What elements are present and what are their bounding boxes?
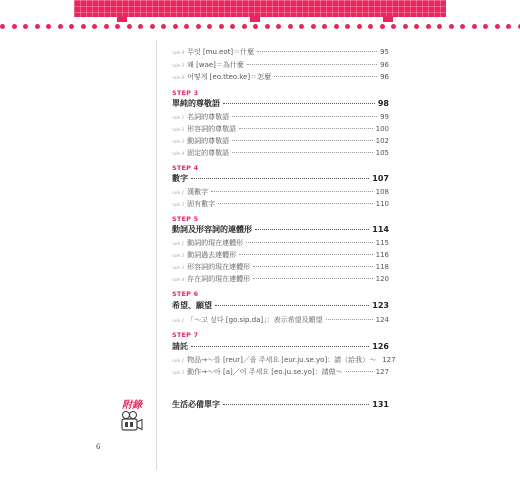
- decorative-dot: [150, 24, 155, 29]
- header-tab: [383, 16, 393, 22]
- decorative-dot: [58, 24, 63, 29]
- toc-rule[interactable]: [172, 47, 389, 57]
- toc-chapter[interactable]: [172, 341, 389, 352]
- toc-appendix[interactable]: [172, 399, 389, 410]
- chapter-page: 114: [372, 225, 389, 234]
- decorative-dot: [495, 24, 500, 29]
- dot-leader: [257, 51, 377, 52]
- dot-leader: [215, 305, 369, 306]
- decorative-dot: [207, 24, 212, 29]
- decorative-dot: [414, 24, 419, 29]
- toc-rule[interactable]: [172, 72, 389, 82]
- decorative-dot: [127, 24, 132, 29]
- rule-text: 固定的尊敬語: [187, 149, 230, 157]
- toc-rule[interactable]: [172, 124, 389, 134]
- dot-leader: [232, 140, 372, 141]
- rule-page: 100: [375, 125, 389, 133]
- header-band: [74, 0, 446, 17]
- decorative-dot: [449, 24, 454, 29]
- rule-label: rule 2: [172, 127, 185, 132]
- decorative-dot: [334, 24, 339, 29]
- decorative-dot: [138, 24, 143, 29]
- decorative-dot: [265, 24, 270, 29]
- rule-page: 127: [382, 356, 396, 364]
- chapter-title: 單純的尊敬語: [172, 99, 220, 108]
- rule-page: 110: [375, 200, 389, 208]
- chapter-page: 126: [372, 342, 389, 351]
- decorative-dot: [483, 24, 488, 29]
- rule-label: rule 4: [172, 50, 185, 55]
- decorative-dot: [472, 24, 477, 29]
- appendix-label: 附錄: [122, 400, 142, 411]
- toc-rule[interactable]: [172, 148, 389, 158]
- rule-label: rule 2: [172, 253, 185, 258]
- rule-label: rule 1: [172, 241, 185, 246]
- decorative-dot: [23, 24, 28, 29]
- header-tab: [117, 16, 127, 22]
- page-number: 6: [96, 443, 101, 451]
- toc-rule[interactable]: [172, 199, 389, 209]
- dot-leader: [255, 229, 369, 230]
- rule-text: 固有數字: [187, 200, 216, 208]
- dot-leader: [191, 346, 369, 347]
- dot-leader: [239, 254, 372, 255]
- rule-page: 95: [380, 48, 389, 56]
- decorative-dot: [311, 24, 316, 29]
- decorative-dot: [460, 24, 465, 29]
- rule-page: 120: [375, 275, 389, 283]
- chapter-title: 希望、願望: [172, 301, 212, 310]
- toc-rule[interactable]: [172, 250, 389, 260]
- rule-page: 115: [375, 239, 389, 247]
- rule-label: rule 5: [172, 63, 185, 68]
- dot-leader: [223, 103, 375, 104]
- rule-label: rule 6: [172, 75, 185, 80]
- chapter-page: 98: [377, 99, 389, 108]
- header-tab: [250, 16, 260, 22]
- rule-label: rule 4: [172, 151, 185, 156]
- rule-label: rule 3: [172, 139, 185, 144]
- video-camera-icon: [120, 410, 144, 432]
- decorative-dot: [506, 24, 511, 29]
- step-label: STEP 4: [172, 164, 199, 172]
- rule-page: 118: [375, 263, 389, 271]
- chapter-page: 123: [372, 301, 389, 310]
- decorative-dot: [81, 24, 86, 29]
- rule-text: 「～고 싶다 [go.sip.da]」：表示希望及願望: [187, 316, 323, 324]
- rule-label: rule 1: [172, 358, 185, 363]
- rule-page: 96: [380, 73, 389, 81]
- dot-leader: [246, 242, 372, 243]
- rule-page: 127: [375, 368, 389, 376]
- decorative-dot: [345, 24, 350, 29]
- rule-text: 動詞過去連體形: [187, 251, 237, 259]
- rule-text: 名詞的尊敬語: [187, 113, 230, 121]
- step-label: STEP 6: [172, 290, 199, 298]
- toc-rule[interactable]: [172, 112, 389, 122]
- decorative-dot: [288, 24, 293, 29]
- decorative-dot: [322, 24, 327, 29]
- toc-chapter[interactable]: [172, 98, 389, 109]
- rule-page: 96: [380, 61, 389, 69]
- decorative-dot: [104, 24, 109, 29]
- rule-text: 物品→～를 [reur]／을 주세요 [eur.ju.se.yo]：請（給我）～: [187, 356, 377, 364]
- rule-text: 動作→～아 [a]／어 주세요 [eo.ju.se.yo]：請做～: [187, 368, 343, 376]
- decorative-dot: [161, 24, 166, 29]
- decorative-dot: [46, 24, 51, 29]
- dot-leader: [346, 371, 373, 372]
- decorative-dot: [12, 24, 17, 29]
- decorative-dot: [173, 24, 178, 29]
- decorative-dot: [403, 24, 408, 29]
- decorative-dot: [357, 24, 362, 29]
- decorative-dot: [35, 24, 40, 29]
- rule-page: 124: [375, 316, 389, 324]
- decorative-dot: [437, 24, 442, 29]
- decorative-dot: [92, 24, 97, 29]
- toc-chapter[interactable]: [172, 300, 389, 311]
- toc-rule[interactable]: [172, 355, 396, 365]
- rule-label: rule 1: [172, 190, 185, 195]
- rule-text: 漢數字: [187, 188, 209, 196]
- dot-leader: [239, 128, 372, 129]
- decorative-dot: [230, 24, 235, 29]
- rule-page: 102: [375, 137, 389, 145]
- decorative-dot: [276, 24, 281, 29]
- rule-text: 形容詞的現在連體形: [187, 263, 251, 271]
- chapter-page: 107: [372, 174, 389, 183]
- toc-rule[interactable]: [172, 187, 389, 197]
- rule-page: 116: [375, 251, 389, 259]
- toc-rule[interactable]: [172, 274, 389, 284]
- dot-leader: [253, 266, 372, 267]
- decorative-dot: [299, 24, 304, 29]
- decorative-dot: [426, 24, 431, 29]
- toc-rule[interactable]: [172, 60, 389, 70]
- dot-leader: [232, 152, 372, 153]
- step-label: STEP 7: [172, 331, 199, 339]
- decorative-dot: [242, 24, 247, 29]
- chapter-title: 請託: [172, 342, 188, 351]
- toc-chapter[interactable]: [172, 224, 389, 235]
- decorative-dot: [196, 24, 201, 29]
- rule-label: rule 2: [172, 202, 185, 207]
- step-label: STEP 5: [172, 215, 199, 223]
- rule-text: 動詞的現在連體形: [187, 239, 244, 247]
- rule-page: 99: [380, 113, 389, 121]
- rule-label: rule 1: [172, 115, 185, 120]
- dot-leader: [247, 64, 377, 65]
- dot-leader: [211, 191, 372, 192]
- decorative-dot: [115, 24, 120, 29]
- rule-page: 105: [375, 149, 389, 157]
- appendix-page: 131: [372, 400, 389, 409]
- chapter-title: 動詞及形容詞的連體形: [172, 225, 252, 234]
- toc-rule[interactable]: [172, 262, 389, 272]
- decorative-dot: [69, 24, 74, 29]
- rule-label: rule 1: [172, 318, 185, 323]
- decorative-dot: [184, 24, 189, 29]
- rule-text: 存在詞的現在連體形: [187, 275, 251, 283]
- margin-divider: [156, 40, 157, 470]
- dot-leader: [274, 76, 377, 77]
- appendix-title: 生活必備單字: [172, 400, 220, 409]
- dot-leader: [218, 203, 372, 204]
- toc-rule[interactable]: [172, 238, 389, 248]
- dot-leader: [232, 116, 377, 117]
- step-label: STEP 3: [172, 89, 199, 97]
- rule-label: rule 3: [172, 265, 185, 270]
- rule-text: 왜 [wae]＝為什麼: [187, 61, 244, 69]
- dot-leader: [191, 178, 369, 179]
- chapter-title: 數字: [172, 174, 188, 183]
- toc-rule[interactable]: [172, 136, 389, 146]
- dot-row: [0, 24, 520, 34]
- dot-leader: [223, 404, 369, 405]
- rule-label: rule 4: [172, 277, 185, 282]
- rule-text: 어떻게 [eo.tteo.ke]＝怎麼: [187, 73, 272, 81]
- dot-leader: [326, 319, 373, 320]
- rule-text: 무엇 [mu.eot]＝什麼: [187, 48, 255, 56]
- toc-rule[interactable]: [172, 367, 389, 377]
- rule-text: 形容詞的尊敬語: [187, 125, 237, 133]
- rule-page: 108: [375, 188, 389, 196]
- dot-leader: [253, 278, 372, 279]
- decorative-dot: [391, 24, 396, 29]
- rule-label: rule 2: [172, 370, 185, 375]
- decorative-dot: [219, 24, 224, 29]
- decorative-dot: [253, 24, 258, 29]
- toc-rule[interactable]: [172, 315, 389, 325]
- toc-chapter[interactable]: [172, 173, 389, 184]
- rule-text: 動詞的尊敬語: [187, 137, 230, 145]
- decorative-dot: [0, 24, 5, 29]
- decorative-dot: [368, 24, 373, 29]
- decorative-dot: [380, 24, 385, 29]
